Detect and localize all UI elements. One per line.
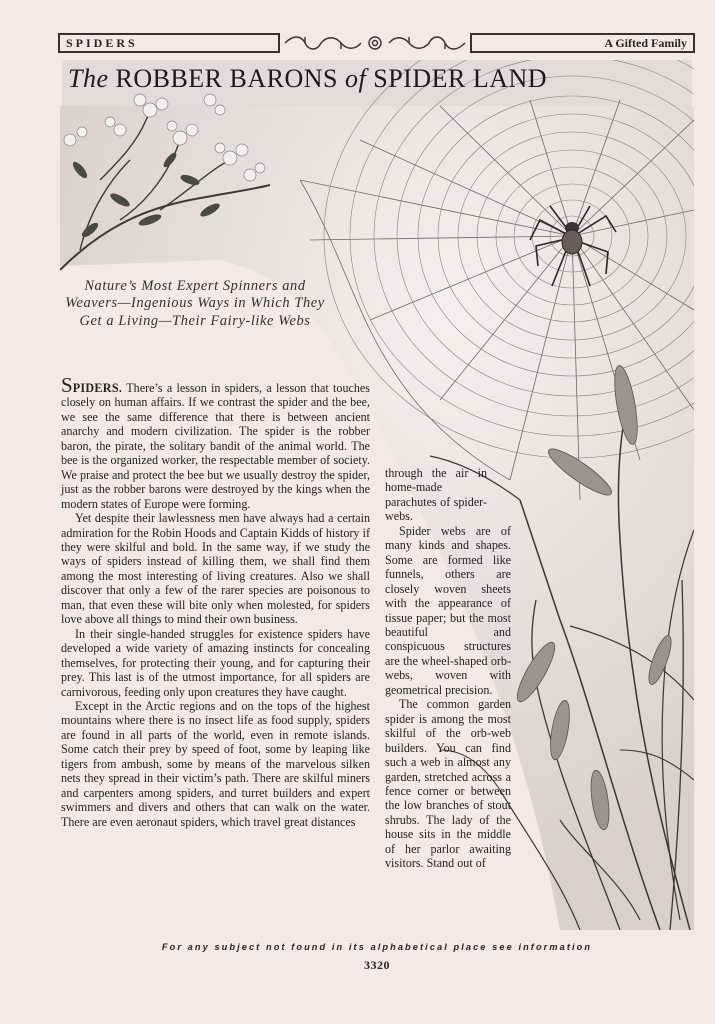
paragraph [61,373,370,511]
text-column-left [61,373,370,829]
article-title [68,64,688,94]
text-column-right [385,466,511,871]
article-subtitle: Nature’s Most Expert Spinners and Weavers—Ingenious Ways in Which They Get a Living—Their Fairy-like Webs [65,278,325,329]
running-header-section: SPIDERS [58,33,280,53]
paragraph: Yet despite their lawlessness men have always had a certain admiration for the Robin Hoods and Captain Kidds of history if they were skilful and bold. In the same way, if we study the ways of spiders instead of killing them, we shall find them among the most interesting of living creatures. Also we shall discover that only a few of the rarer species are poisonous to man, that even these will bite only when molested, for spiders love above all things to mind their own business. [61,511,370,627]
title-of: of [345,64,367,93]
paragraph: Spider webs are of many kinds and shapes. Some are formed like funnels, others are closely woven sheets with the appearance of tissue paper; but the most beautiful and conspicuous structures are the wheel-shaped orb-webs, woven with geometrical precision. [385,523,511,697]
paragraph-text: There’s a lesson in spiders, a lesson that touches closely on human affairs. If we contrast the spider and the bee, we see the same difference that there is between ancient anarchy and modern civilization. The spider is the robber baron, the pirate, the solitary bandit of the animal world. The bee is the organized worker, the respectable member of society. We praise and protect the bee but we usually destroy the spider, just as the robber barons were destroyed by the kings when the modern states of Europe were forming. [61,381,370,511]
header-ornament [283,33,467,53]
page-number: 3320 [364,958,390,972]
paragraph: Except in the Arctic regions and on the tops of the highest mountains where there is no insect life as food supply, spiders are found in all parts of the world, even in remote islands. Some catch their prey by speed of foot, some by leaping like tigers from ambush, some by means of the marvelous silken nets they spread in their victim’s path. There are skilful miners and carpenters among spiders, and turret builders and expert swimmers and divers and others that can walk on the water. There are even aeronaut spiders, which travel great distances [61,698,370,829]
running-header-right: A Gifted Family [470,33,695,53]
title-part2: SPIDER LAND [373,64,548,93]
title-part1: ROBBER BARONS [115,64,338,93]
lead-word: PIDERS. [72,381,123,395]
title-the: The [68,64,109,93]
footer-note: For any subject not found in its alphabetical place see information [161,942,593,952]
paragraph: The common garden spider is among the most skilful of the orb-web builders. You can find such a web in almost any garden, stretched across a fence corner or between the low branches of stout shrubs. The lady of the house sits in the middle of her parlor awaiting visitors. Stand out of [385,697,511,871]
paragraph: through the air in home-made parachutes of spider-webs. [385,466,487,524]
drop-cap: S [61,373,73,397]
paragraph: In their single-handed struggles for existence spiders have developed a wide variety of amazing instincts for concealing themselves, for protecting their young, and for capturing their prey. This last is of the utmost importance, for all spiders are carnivorous, feeding only upon creatures they have caught. [61,626,370,699]
